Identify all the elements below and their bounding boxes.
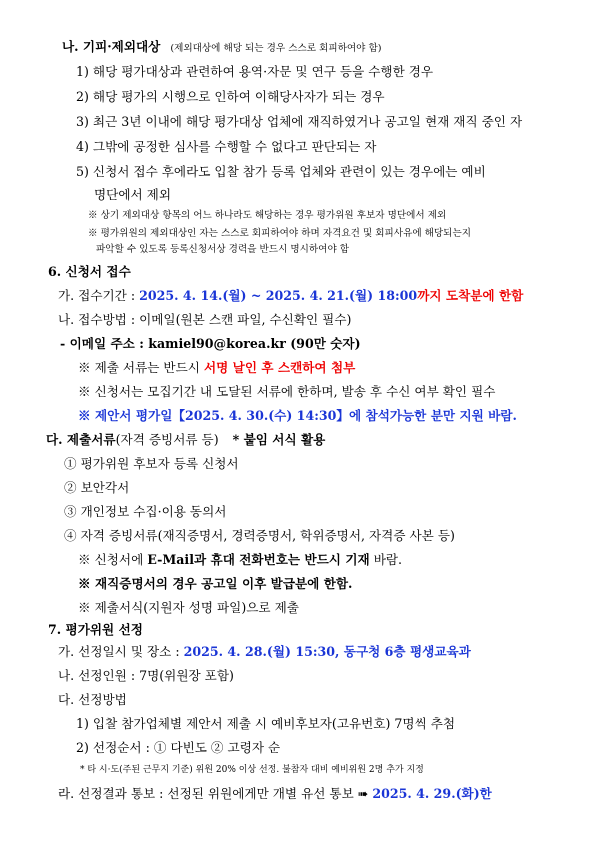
exclusion-item-2: 2) 해당 평가의 시행으로 인하여 이해당사자가 되는 경우: [76, 89, 385, 104]
documents-note-1-prefix: ※ 신청서에: [78, 552, 148, 567]
section-6-heading: 6. 신청서 접수: [48, 264, 131, 279]
document-item-3: ③ 개인정보 수집·이용 동의서: [64, 504, 227, 519]
document-item-4: ④ 자격 증빙서류(재직증명서, 경력증명서, 학위증명서, 자격증 사본 등): [64, 528, 455, 543]
selection-count: 나. 선정인원 : 7명(위원장 포함): [58, 668, 234, 683]
document-item-1: ① 평가위원 후보자 등록 신청서: [64, 456, 239, 471]
exclusion-item-5: 5) 신청서 접수 후에라도 입찰 참가 등록 업체와 관련이 있는 경우에는 예비: [76, 164, 486, 179]
application-period-dates: 2025. 4. 14.(월) ~ 2025. 4. 21.(월) 18:00: [139, 288, 418, 303]
selection-when-label: 가. 선정일시 및 장소 :: [58, 644, 184, 659]
exclusion-note-2-cont: 파악할 수 있도록 등록신청서상 경력을 반드시 명시하여야 함: [96, 244, 350, 255]
selection-method-heading: 다. 선정방법: [58, 692, 127, 707]
exclusion-note-2: ※ 평가위원의 제외대상인 자는 스스로 회피하여야 하며 자격요건 및 회피사유에 해당되는지: [88, 228, 471, 239]
submission-note-1-highlight: 서명 날인 후 스캔하여 첨부: [203, 360, 356, 375]
selection-method-1: 1) 입찰 참가업체별 제안서 제출 시 예비후보자(고유번호) 7명씩 추첨: [76, 716, 456, 731]
exclusion-heading: 나. 기피·제외대상: [62, 39, 161, 54]
email-address-line: - 이메일 주소 : kamiel90@korea.kr (90만 숫자): [60, 336, 361, 351]
selection-notify-date: 2025. 4. 29.(화)한: [372, 786, 492, 801]
submission-note-2: ※ 신청서는 모집기간 내 도달된 서류에 한하며, 발송 후 수신 여부 확인 필수: [78, 384, 496, 399]
documents-heading-extra: * 붙임 서식 활용: [232, 432, 326, 447]
selection-method-note: * 타 시·도(주된 근무지 기준) 위원 20% 이상 선정. 불참자 대비 예비위원 2명 추가 지정: [80, 765, 424, 775]
application-method: 나. 접수방법 : 이메일(원본 스캔 파일, 수신확인 필수): [58, 312, 352, 327]
documents-note-1-suffix: 바람.: [369, 552, 403, 567]
selection-notify-label: 라. 선정결과 통보 : 선정된 위원에게만 개별 유선 통보 ➠: [58, 786, 373, 801]
exclusion-heading-note: (제외대상에 해당 되는 경우 스스로 회피하여야 함): [170, 43, 382, 54]
application-period-deadline: 까지 도착분에 한함: [417, 288, 524, 303]
exclusion-item-1: 1) 해당 평가대상과 관련하여 용역·자문 및 연구 등을 수행한 경우: [76, 64, 434, 79]
documents-note-2: ※ 재직증명서의 경우 공고일 이후 발급분에 한함.: [78, 576, 353, 591]
exclusion-note-1: ※ 상기 제외대상 항목의 어느 하나라도 해당하는 경우 평가위원 후보자 명단에서 제외: [88, 210, 447, 221]
exclusion-item-5-cont: 명단에서 제외: [94, 187, 171, 202]
documents-heading-row: [46, 434, 325, 447]
submission-note-1-text: ※ 제출 서류는 반드시: [78, 360, 204, 375]
exclusion-heading-row: [62, 41, 381, 54]
submission-note-1: [78, 362, 355, 375]
section-7-heading: 7. 평가위원 선정: [48, 622, 143, 637]
selection-method-2: 2) 선정순서 : ① 다빈도 ② 고령자 순: [76, 740, 281, 755]
documents-heading-note: (자격 증빙서류 등): [115, 432, 219, 447]
documents-note-1: [78, 554, 402, 567]
selection-notify-row: [58, 788, 492, 801]
documents-note-1-bold: E-Mail과 휴대 전화번호는 반드시 기재: [147, 552, 370, 567]
documents-heading: 다. 제출서류: [46, 432, 116, 447]
selection-when-row: [58, 646, 471, 659]
exclusion-item-4: 4) 그밖에 공정한 심사를 수행할 수 없다고 판단되는 자: [76, 139, 377, 154]
application-period-label: 가. 접수기간 :: [58, 288, 140, 303]
documents-note-3: ※ 제출서식(지원자 성명 파일)으로 제출: [78, 600, 299, 615]
selection-when-value: 2025. 4. 28.(월) 15:30, 동구청 6층 평생교육과: [183, 644, 471, 659]
application-period-row: [58, 290, 523, 303]
submission-note-3: ※ 제안서 평가일【2025. 4. 30.(수) 14:30】에 참석가능한 분만 지원 바람.: [78, 408, 517, 423]
document-item-2: ② 보안각서: [64, 480, 130, 495]
exclusion-item-3: 3) 최근 3년 이내에 해당 평가대상 업체에 재직하였거나 공고일 현재 재직 중인 자: [76, 114, 523, 129]
